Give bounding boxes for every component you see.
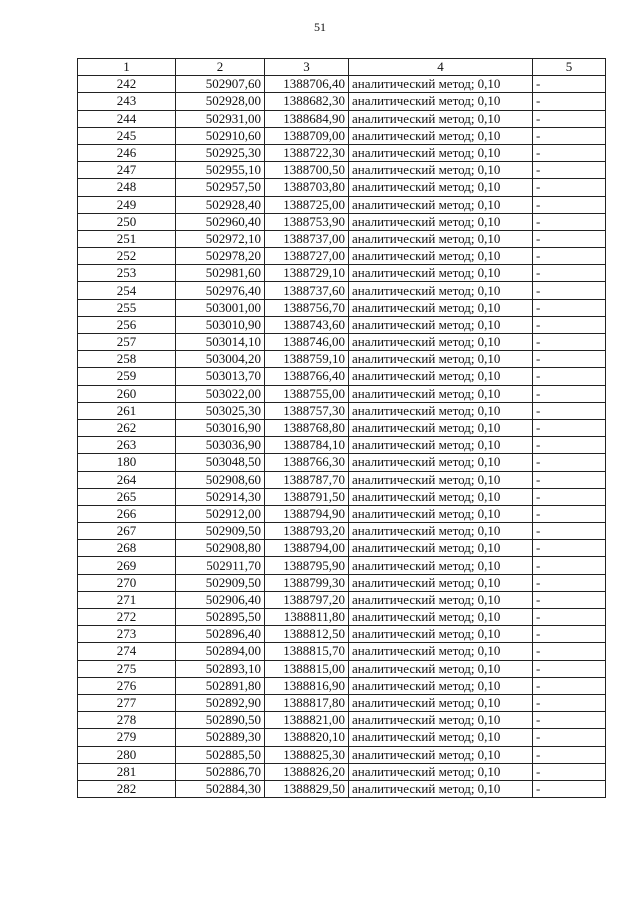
y-coordinate-cell: 1388682,30 (265, 93, 349, 110)
table-row (78, 299, 606, 316)
x-coordinate-cell: 502914,30 (176, 488, 265, 505)
note-cell: - (533, 437, 606, 454)
note-cell: - (533, 265, 606, 282)
y-coordinate-cell: 1388797,20 (265, 591, 349, 608)
table-row (78, 591, 606, 608)
x-coordinate-cell: 502931,00 (176, 110, 265, 127)
y-coordinate-cell: 1388795,90 (265, 557, 349, 574)
x-coordinate-cell: 502891,80 (176, 677, 265, 694)
x-coordinate-cell: 502906,40 (176, 591, 265, 608)
x-coordinate-cell: 502885,50 (176, 746, 265, 763)
y-coordinate-cell: 1388821,00 (265, 712, 349, 729)
point-number-cell: 275 (78, 660, 176, 677)
table-row (78, 694, 606, 711)
x-coordinate-cell: 503010,90 (176, 316, 265, 333)
point-number-cell: 263 (78, 437, 176, 454)
x-coordinate-cell: 502884,30 (176, 780, 265, 797)
y-coordinate-cell: 1388709,00 (265, 127, 349, 144)
header-col-3: 3 (265, 59, 349, 76)
table-row (78, 334, 606, 351)
table-row (78, 677, 606, 694)
note-cell: - (533, 76, 606, 93)
y-coordinate-cell: 1388737,60 (265, 282, 349, 299)
table-row (78, 540, 606, 557)
point-number-cell: 276 (78, 677, 176, 694)
point-number-cell: 272 (78, 609, 176, 626)
point-number-cell: 264 (78, 471, 176, 488)
note-cell: - (533, 712, 606, 729)
y-coordinate-cell: 1388722,30 (265, 144, 349, 161)
y-coordinate-cell: 1388816,90 (265, 677, 349, 694)
point-number-cell: 265 (78, 488, 176, 505)
x-coordinate-cell: 503025,30 (176, 402, 265, 419)
x-coordinate-cell: 502911,70 (176, 557, 265, 574)
y-coordinate-cell: 1388753,90 (265, 213, 349, 230)
header-col-4: 4 (349, 59, 533, 76)
note-cell: - (533, 471, 606, 488)
method-cell: аналитический метод; 0,10 (349, 351, 533, 368)
x-coordinate-cell: 503001,00 (176, 299, 265, 316)
table-row (78, 626, 606, 643)
y-coordinate-cell: 1388793,20 (265, 523, 349, 540)
table-row (78, 265, 606, 282)
point-number-cell: 267 (78, 523, 176, 540)
point-number-cell: 273 (78, 626, 176, 643)
note-cell: - (533, 282, 606, 299)
note-cell: - (533, 213, 606, 230)
note-cell: - (533, 746, 606, 763)
method-cell: аналитический метод; 0,10 (349, 265, 533, 282)
table-row (78, 660, 606, 677)
y-coordinate-cell: 1388794,00 (265, 540, 349, 557)
point-number-cell: 253 (78, 265, 176, 282)
method-cell: аналитический метод; 0,10 (349, 626, 533, 643)
table-row (78, 316, 606, 333)
y-coordinate-cell: 1388755,00 (265, 385, 349, 402)
point-number-cell: 270 (78, 574, 176, 591)
table-row (78, 76, 606, 93)
note-cell: - (533, 523, 606, 540)
page-number: 51 (314, 20, 326, 34)
point-number-cell: 245 (78, 127, 176, 144)
point-number-cell: 261 (78, 402, 176, 419)
note-cell: - (533, 299, 606, 316)
note-cell: - (533, 609, 606, 626)
point-number-cell: 243 (78, 93, 176, 110)
y-coordinate-cell: 1388812,50 (265, 626, 349, 643)
table-row (78, 454, 606, 471)
point-number-cell: 271 (78, 591, 176, 608)
note-cell: - (533, 694, 606, 711)
point-number-cell: 259 (78, 368, 176, 385)
method-cell: аналитический метод; 0,10 (349, 230, 533, 247)
method-cell: аналитический метод; 0,10 (349, 196, 533, 213)
table-row (78, 437, 606, 454)
y-coordinate-cell: 1388757,30 (265, 402, 349, 419)
note-cell: - (533, 334, 606, 351)
x-coordinate-cell: 502912,00 (176, 505, 265, 522)
y-coordinate-cell: 1388815,70 (265, 643, 349, 660)
table-row (78, 609, 606, 626)
y-coordinate-cell: 1388799,30 (265, 574, 349, 591)
note-cell: - (533, 368, 606, 385)
table-row (78, 402, 606, 419)
point-number-cell: 251 (78, 230, 176, 247)
table-row (78, 523, 606, 540)
x-coordinate-cell: 502925,30 (176, 144, 265, 161)
method-cell: аналитический метод; 0,10 (349, 299, 533, 316)
method-cell: аналитический метод; 0,10 (349, 694, 533, 711)
note-cell: - (533, 248, 606, 265)
x-coordinate-cell: 502893,10 (176, 660, 265, 677)
x-coordinate-cell: 502892,90 (176, 694, 265, 711)
note-cell: - (533, 110, 606, 127)
method-cell: аналитический метод; 0,10 (349, 712, 533, 729)
y-coordinate-cell: 1388684,90 (265, 110, 349, 127)
x-coordinate-cell: 502910,60 (176, 127, 265, 144)
x-coordinate-cell: 503014,10 (176, 334, 265, 351)
point-number-cell: 277 (78, 694, 176, 711)
table-row (78, 196, 606, 213)
table-row (78, 282, 606, 299)
x-coordinate-cell: 503022,00 (176, 385, 265, 402)
y-coordinate-cell: 1388743,60 (265, 316, 349, 333)
method-cell: аналитический метод; 0,10 (349, 643, 533, 660)
method-cell: аналитический метод; 0,10 (349, 316, 533, 333)
table-row (78, 93, 606, 110)
x-coordinate-cell: 502928,00 (176, 93, 265, 110)
note-cell: - (533, 144, 606, 161)
point-number-cell: 242 (78, 76, 176, 93)
method-cell: аналитический метод; 0,10 (349, 162, 533, 179)
note-cell: - (533, 591, 606, 608)
x-coordinate-cell: 502909,50 (176, 523, 265, 540)
method-cell: аналитический метод; 0,10 (349, 540, 533, 557)
point-number-cell: 260 (78, 385, 176, 402)
point-number-cell: 252 (78, 248, 176, 265)
y-coordinate-cell: 1388700,50 (265, 162, 349, 179)
x-coordinate-cell: 502908,80 (176, 540, 265, 557)
y-coordinate-cell: 1388787,70 (265, 471, 349, 488)
method-cell: аналитический метод; 0,10 (349, 523, 533, 540)
y-coordinate-cell: 1388746,00 (265, 334, 349, 351)
note-cell: - (533, 488, 606, 505)
note-cell: - (533, 127, 606, 144)
method-cell: аналитический метод; 0,10 (349, 746, 533, 763)
point-number-cell: 247 (78, 162, 176, 179)
note-cell: - (533, 93, 606, 110)
point-number-cell: 244 (78, 110, 176, 127)
method-cell: аналитический метод; 0,10 (349, 179, 533, 196)
point-number-cell: 249 (78, 196, 176, 213)
y-coordinate-cell: 1388766,40 (265, 368, 349, 385)
note-cell: - (533, 402, 606, 419)
table-row (78, 385, 606, 402)
table-row (78, 368, 606, 385)
table-row (78, 574, 606, 591)
note-cell: - (533, 763, 606, 780)
table-row (78, 746, 606, 763)
note-cell: - (533, 677, 606, 694)
method-cell: аналитический метод; 0,10 (349, 110, 533, 127)
point-number-cell: 278 (78, 712, 176, 729)
table-row (78, 557, 606, 574)
note-cell: - (533, 179, 606, 196)
y-coordinate-cell: 1388768,80 (265, 419, 349, 436)
table-row (78, 162, 606, 179)
x-coordinate-cell: 503016,90 (176, 419, 265, 436)
note-cell: - (533, 196, 606, 213)
table-row (78, 712, 606, 729)
method-cell: аналитический метод; 0,10 (349, 368, 533, 385)
table-row (78, 488, 606, 505)
point-number-cell: 256 (78, 316, 176, 333)
header-col-5: 5 (533, 59, 606, 76)
point-number-cell: 248 (78, 179, 176, 196)
x-coordinate-cell: 502972,10 (176, 230, 265, 247)
point-number-cell: 255 (78, 299, 176, 316)
table-row (78, 144, 606, 161)
method-cell: аналитический метод; 0,10 (349, 660, 533, 677)
note-cell: - (533, 454, 606, 471)
method-cell: аналитический метод; 0,10 (349, 282, 533, 299)
method-cell: аналитический метод; 0,10 (349, 505, 533, 522)
point-number-cell: 268 (78, 540, 176, 557)
method-cell: аналитический метод; 0,10 (349, 574, 533, 591)
table-row (78, 179, 606, 196)
note-cell: - (533, 230, 606, 247)
point-number-cell: 280 (78, 746, 176, 763)
y-coordinate-cell: 1388826,20 (265, 763, 349, 780)
method-cell: аналитический метод; 0,10 (349, 127, 533, 144)
method-cell: аналитический метод; 0,10 (349, 557, 533, 574)
y-coordinate-cell: 1388817,80 (265, 694, 349, 711)
method-cell: аналитический метод; 0,10 (349, 76, 533, 93)
note-cell: - (533, 540, 606, 557)
method-cell: аналитический метод; 0,10 (349, 591, 533, 608)
method-cell: аналитический метод; 0,10 (349, 729, 533, 746)
y-coordinate-cell: 1388766,30 (265, 454, 349, 471)
point-number-cell: 269 (78, 557, 176, 574)
method-cell: аналитический метод; 0,10 (349, 402, 533, 419)
x-coordinate-cell: 502955,10 (176, 162, 265, 179)
point-number-cell: 279 (78, 729, 176, 746)
x-coordinate-cell: 502890,50 (176, 712, 265, 729)
y-coordinate-cell: 1388811,80 (265, 609, 349, 626)
note-cell: - (533, 780, 606, 797)
method-cell: аналитический метод; 0,10 (349, 454, 533, 471)
table-row (78, 763, 606, 780)
method-cell: аналитический метод; 0,10 (349, 419, 533, 436)
note-cell: - (533, 351, 606, 368)
point-number-cell: 250 (78, 213, 176, 230)
y-coordinate-cell: 1388759,10 (265, 351, 349, 368)
point-number-cell: 274 (78, 643, 176, 660)
note-cell: - (533, 729, 606, 746)
x-coordinate-cell: 503013,70 (176, 368, 265, 385)
x-coordinate-cell: 502886,70 (176, 763, 265, 780)
table-row (78, 127, 606, 144)
x-coordinate-cell: 502907,60 (176, 76, 265, 93)
table-row (78, 780, 606, 797)
x-coordinate-cell: 502981,60 (176, 265, 265, 282)
note-cell: - (533, 626, 606, 643)
method-cell: аналитический метод; 0,10 (349, 93, 533, 110)
y-coordinate-cell: 1388784,10 (265, 437, 349, 454)
method-cell: аналитический метод; 0,10 (349, 334, 533, 351)
table-body (78, 76, 606, 798)
x-coordinate-cell: 502896,40 (176, 626, 265, 643)
x-coordinate-cell: 502960,40 (176, 213, 265, 230)
note-cell: - (533, 316, 606, 333)
x-coordinate-cell: 503004,20 (176, 351, 265, 368)
x-coordinate-cell: 503036,90 (176, 437, 265, 454)
note-cell: - (533, 574, 606, 591)
point-number-cell: 258 (78, 351, 176, 368)
method-cell: аналитический метод; 0,10 (349, 780, 533, 797)
x-coordinate-cell: 502976,40 (176, 282, 265, 299)
y-coordinate-cell: 1388729,10 (265, 265, 349, 282)
x-coordinate-cell: 502957,50 (176, 179, 265, 196)
y-coordinate-cell: 1388737,00 (265, 230, 349, 247)
point-number-cell: 281 (78, 763, 176, 780)
x-coordinate-cell: 502895,50 (176, 609, 265, 626)
y-coordinate-cell: 1388815,00 (265, 660, 349, 677)
point-number-cell: 282 (78, 780, 176, 797)
point-number-cell: 257 (78, 334, 176, 351)
header-row (78, 59, 606, 76)
y-coordinate-cell: 1388820,10 (265, 729, 349, 746)
table-row (78, 729, 606, 746)
y-coordinate-cell: 1388791,50 (265, 488, 349, 505)
table-row (78, 419, 606, 436)
y-coordinate-cell: 1388829,50 (265, 780, 349, 797)
note-cell: - (533, 505, 606, 522)
table-row (78, 351, 606, 368)
x-coordinate-cell: 502889,30 (176, 729, 265, 746)
point-number-cell: 246 (78, 144, 176, 161)
header-col-2: 2 (176, 59, 265, 76)
y-coordinate-cell: 1388825,30 (265, 746, 349, 763)
y-coordinate-cell: 1388703,80 (265, 179, 349, 196)
note-cell: - (533, 557, 606, 574)
x-coordinate-cell: 502894,00 (176, 643, 265, 660)
x-coordinate-cell: 502978,20 (176, 248, 265, 265)
table-row (78, 230, 606, 247)
point-number-cell: 262 (78, 419, 176, 436)
method-cell: аналитический метод; 0,10 (349, 763, 533, 780)
header-col-1: 1 (78, 59, 176, 76)
table-row (78, 248, 606, 265)
point-number-cell: 266 (78, 505, 176, 522)
y-coordinate-cell: 1388794,90 (265, 505, 349, 522)
point-number-cell: 180 (78, 454, 176, 471)
table-row (78, 471, 606, 488)
method-cell: аналитический метод; 0,10 (349, 144, 533, 161)
note-cell: - (533, 660, 606, 677)
coordinates-table (77, 58, 606, 798)
note-cell: - (533, 385, 606, 402)
method-cell: аналитический метод; 0,10 (349, 677, 533, 694)
method-cell: аналитический метод; 0,10 (349, 213, 533, 230)
x-coordinate-cell: 502909,50 (176, 574, 265, 591)
y-coordinate-cell: 1388727,00 (265, 248, 349, 265)
table-header (78, 59, 606, 76)
method-cell: аналитический метод; 0,10 (349, 248, 533, 265)
method-cell: аналитический метод; 0,10 (349, 471, 533, 488)
method-cell: аналитический метод; 0,10 (349, 488, 533, 505)
x-coordinate-cell: 502908,60 (176, 471, 265, 488)
method-cell: аналитический метод; 0,10 (349, 609, 533, 626)
y-coordinate-cell: 1388725,00 (265, 196, 349, 213)
y-coordinate-cell: 1388756,70 (265, 299, 349, 316)
table-row (78, 110, 606, 127)
method-cell: аналитический метод; 0,10 (349, 385, 533, 402)
note-cell: - (533, 419, 606, 436)
table-row (78, 213, 606, 230)
x-coordinate-cell: 503048,50 (176, 454, 265, 471)
x-coordinate-cell: 502928,40 (176, 196, 265, 213)
note-cell: - (533, 162, 606, 179)
y-coordinate-cell: 1388706,40 (265, 76, 349, 93)
point-number-cell: 254 (78, 282, 176, 299)
table-row (78, 643, 606, 660)
table-row (78, 505, 606, 522)
method-cell: аналитический метод; 0,10 (349, 437, 533, 454)
note-cell: - (533, 643, 606, 660)
